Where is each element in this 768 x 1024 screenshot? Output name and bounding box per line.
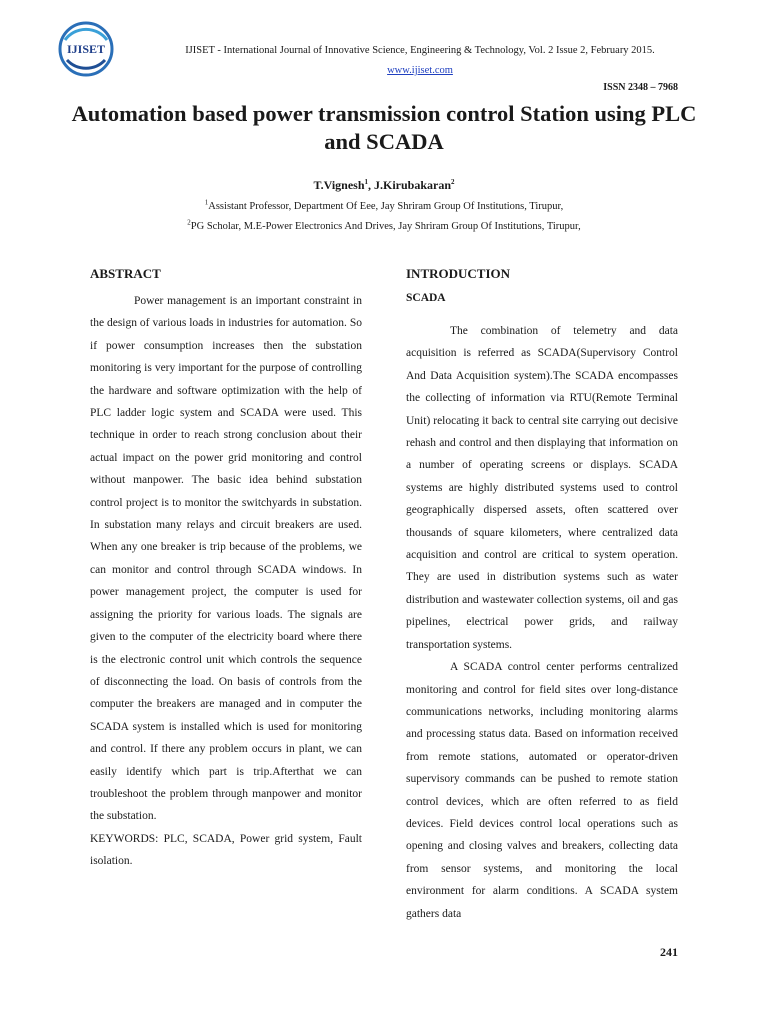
ijiset-logo <box>57 20 115 78</box>
left-column <box>90 266 362 873</box>
journal-line: IJISET - International Journal of Innovative Science, Engineering & Technology, Vol. 2 Issue 2, February 2015. <box>185 45 655 56</box>
affiliation-superscript: 2 <box>187 218 191 227</box>
introduction-heading: INTRODUCTION <box>406 266 511 281</box>
logo-text: IJISET <box>66 42 106 56</box>
intro-paragraph-2: A SCADA control center performs centralized monitoring and control for field sites over long-distance communications networks, including monitoring alarms and processing status data. Based on information received from remote stations, automated or operator-driven supervisory commands can be pushed to remote station control devices, which are often referred to as field devices. Field devices control local operations such as opening and closing valves and breakers, collecting data from sensor systems, and monitoring the local environment for alarm conditions. A SCADA system gathers data <box>406 661 678 920</box>
author-superscript: 1 <box>364 178 368 186</box>
keywords: KEYWORDS: PLC, SCADA, Power grid system, Fault isolation. <box>90 832 362 868</box>
affiliation-superscript: 1 <box>204 198 209 207</box>
author-superscript: 2 <box>451 178 455 186</box>
affiliation-1 <box>0 198 768 212</box>
abstract-heading: ABSTRACT <box>90 266 161 281</box>
affiliation-2 <box>0 218 768 232</box>
intro-paragraph-1: The combination of telemetry and data acquisition is referred as SCADA(Supervisory Control And Data Acquisition system).The SCADA encompasses the collecting of information via RTU(Remote Terminal Unit) relocating it back to central site carrying out decisive rehash and control and then displaying that information on a number of operating screens or displays. SCADA systems are highly distributed systems used to control geographically dispersed assets, often scattered over thousands of square kilometers, where centralized data acquisition and control are critical to system operation. They are used in distribution systems such as water distribution and wastewater collection systems, oil and gas pipelines, electrical power grids, and railway transportation systems. <box>406 325 678 651</box>
author-name: T.Vignesh <box>313 178 365 192</box>
author-name: J.Kirubakaran <box>374 178 452 192</box>
affiliation-text: PG Scholar, M.E-Power Electronics And Drives, Jay Shriram Group Of Institutions, Tirupur, <box>190 221 581 232</box>
issn-label: ISSN 2348 – 7968 <box>603 82 678 93</box>
abstract-body: Power management is an important constraint in the design of various loads in industries for automation. So if power consumption increases then the substation monitoring is very important for the purpose of controlling the hardware and software optimization with the help of PLC ladder logic system and SCADA were used. This technique in order to reach strong conclusion about their actual impact on the power grid monitoring and control without manpower. The basic idea behind substation control project is to monitor the switchyards in substation. In substation many relays and circuit breakers are used. When any one breaker is trip because of the problems, we can monitor and control through SCADA windows. In power management project, the computer is used for assigning the priority for various loads. The signals are given to the computer of the electricity board where there is the electronic control unit which controls the sequence of disconnecting the load. On basis of controls from the computer the breakers are managed and in computer the SCADA system is installed which is used for monitoring and control. If there any problem occurs in plant, we can easily identify which part is trip.Afterthat we can troubleshoot the problem through manpower and monitor the substation. <box>90 295 362 823</box>
right-column <box>406 266 678 925</box>
affiliation-text: Assistant Professor, Department Of Eee, Jay Shriram Group Of Institutions, Tirupur, <box>208 201 564 212</box>
website-line <box>120 65 720 76</box>
scada-subheading: SCADA <box>406 292 446 304</box>
page-number: 241 <box>660 945 678 959</box>
author-separator: , <box>368 178 374 192</box>
author-line <box>0 178 768 193</box>
paper-title: Automation based power transmission control Station using PLC and SCADA <box>71 101 697 154</box>
website-link[interactable]: www.ijiset.com <box>387 65 453 76</box>
